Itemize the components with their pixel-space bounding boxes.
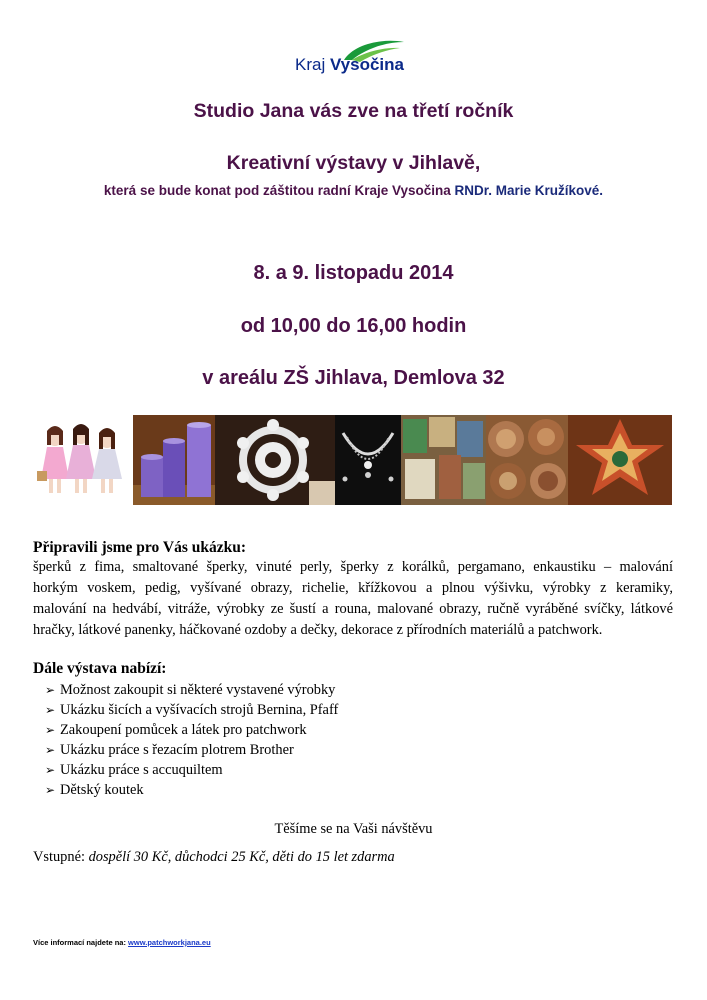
arrow-bullet-icon: ➢ <box>45 683 56 697</box>
footer <box>33 938 211 947</box>
event-place: v areálu ZŠ Jihlava, Demlova 32 <box>202 367 505 389</box>
arrow-bullet-icon: ➢ <box>45 783 56 797</box>
footer-label: Více informací najdete na: <box>33 938 129 947</box>
invitation-heading: Studio Jana vás zve na třetí ročník <box>193 100 514 122</box>
patchwork-star-photo <box>568 415 672 505</box>
list-item: ➢ Zakoupení pomůcek a látek pro patchwork <box>45 722 307 738</box>
list-item: ➢ Ukázku práce s accuquiltem <box>45 762 223 778</box>
exhibition-title: Kreativní výstavy v Jihlavě, <box>226 152 481 174</box>
demo-line: šperků z fima, smaltované šperky, vinuté perly, šperky z korálků, pergamano, enkaustiku – malování <box>33 559 673 575</box>
logo-text: Kraj Vysočina <box>295 55 404 74</box>
arrow-bullet-icon: ➢ <box>45 723 56 737</box>
list-item: ➢ Možnost zakoupit si některé vystavené výrobky <box>45 682 336 698</box>
kraj-vysocina-logo <box>292 38 412 80</box>
ceramic-plates-photo <box>486 415 568 505</box>
necklace-photo <box>335 415 401 505</box>
demo-description <box>33 557 673 641</box>
website-link[interactable]: www.patchworkjana.eu <box>128 938 211 947</box>
admission-prices: dospělí 30 Kč, důchodci 25 Kč, děti do 15 let zdarma <box>88 849 395 865</box>
list-item: ➢ Ukázku práce s řezacím plotrem Brother <box>45 742 294 758</box>
event-date: 8. a 9. listopadu 2014 <box>253 262 454 284</box>
patronage-line: která se bude konat pod záštitou radní Kraje Vysočina RNDr. Marie Kružíkové. <box>103 183 604 198</box>
arrow-bullet-icon: ➢ <box>45 743 56 757</box>
event-time: od 10,00 do 16,00 hodin <box>240 315 467 337</box>
demo-line: hračky, látkové panenky, háčkované ozdoby a dečky, dekorace z přírodních materiálů a patchwork. <box>33 622 603 638</box>
offer-section-title: Dále výstava nabízí: <box>33 660 167 677</box>
photo-strip <box>33 415 672 505</box>
list-item: ➢ Ukázku šicích a vyšívacích strojů Bernina, Pfaff <box>45 702 339 718</box>
demo-section-title: Připravili jsme pro Vás ukázku: <box>33 539 246 556</box>
closing-text: Těšíme se na Vaši návštěvu <box>274 821 433 837</box>
demo-line: horkým voskem, pedig, vyšívané obrazy, richelie, křížkovou a plnou výšivku, výrobky z keramiky, <box>33 580 673 596</box>
lace-star-photo <box>215 415 335 505</box>
dolls-photo <box>33 415 133 505</box>
arrow-bullet-icon: ➢ <box>45 763 56 777</box>
admission-label: Vstupné: <box>33 849 89 865</box>
offer-list <box>45 680 338 800</box>
admission-line <box>33 849 395 866</box>
candles-photo <box>133 415 215 505</box>
demo-line: malování na hedvábí, vitráže, výrobky ze šustí a rouna, malované obrazy, ručně vyráběné svíčky, látkové <box>33 601 673 617</box>
paintings-photo <box>401 415 486 505</box>
arrow-bullet-icon: ➢ <box>45 703 56 717</box>
list-item: ➢ Dětský koutek <box>45 782 144 798</box>
